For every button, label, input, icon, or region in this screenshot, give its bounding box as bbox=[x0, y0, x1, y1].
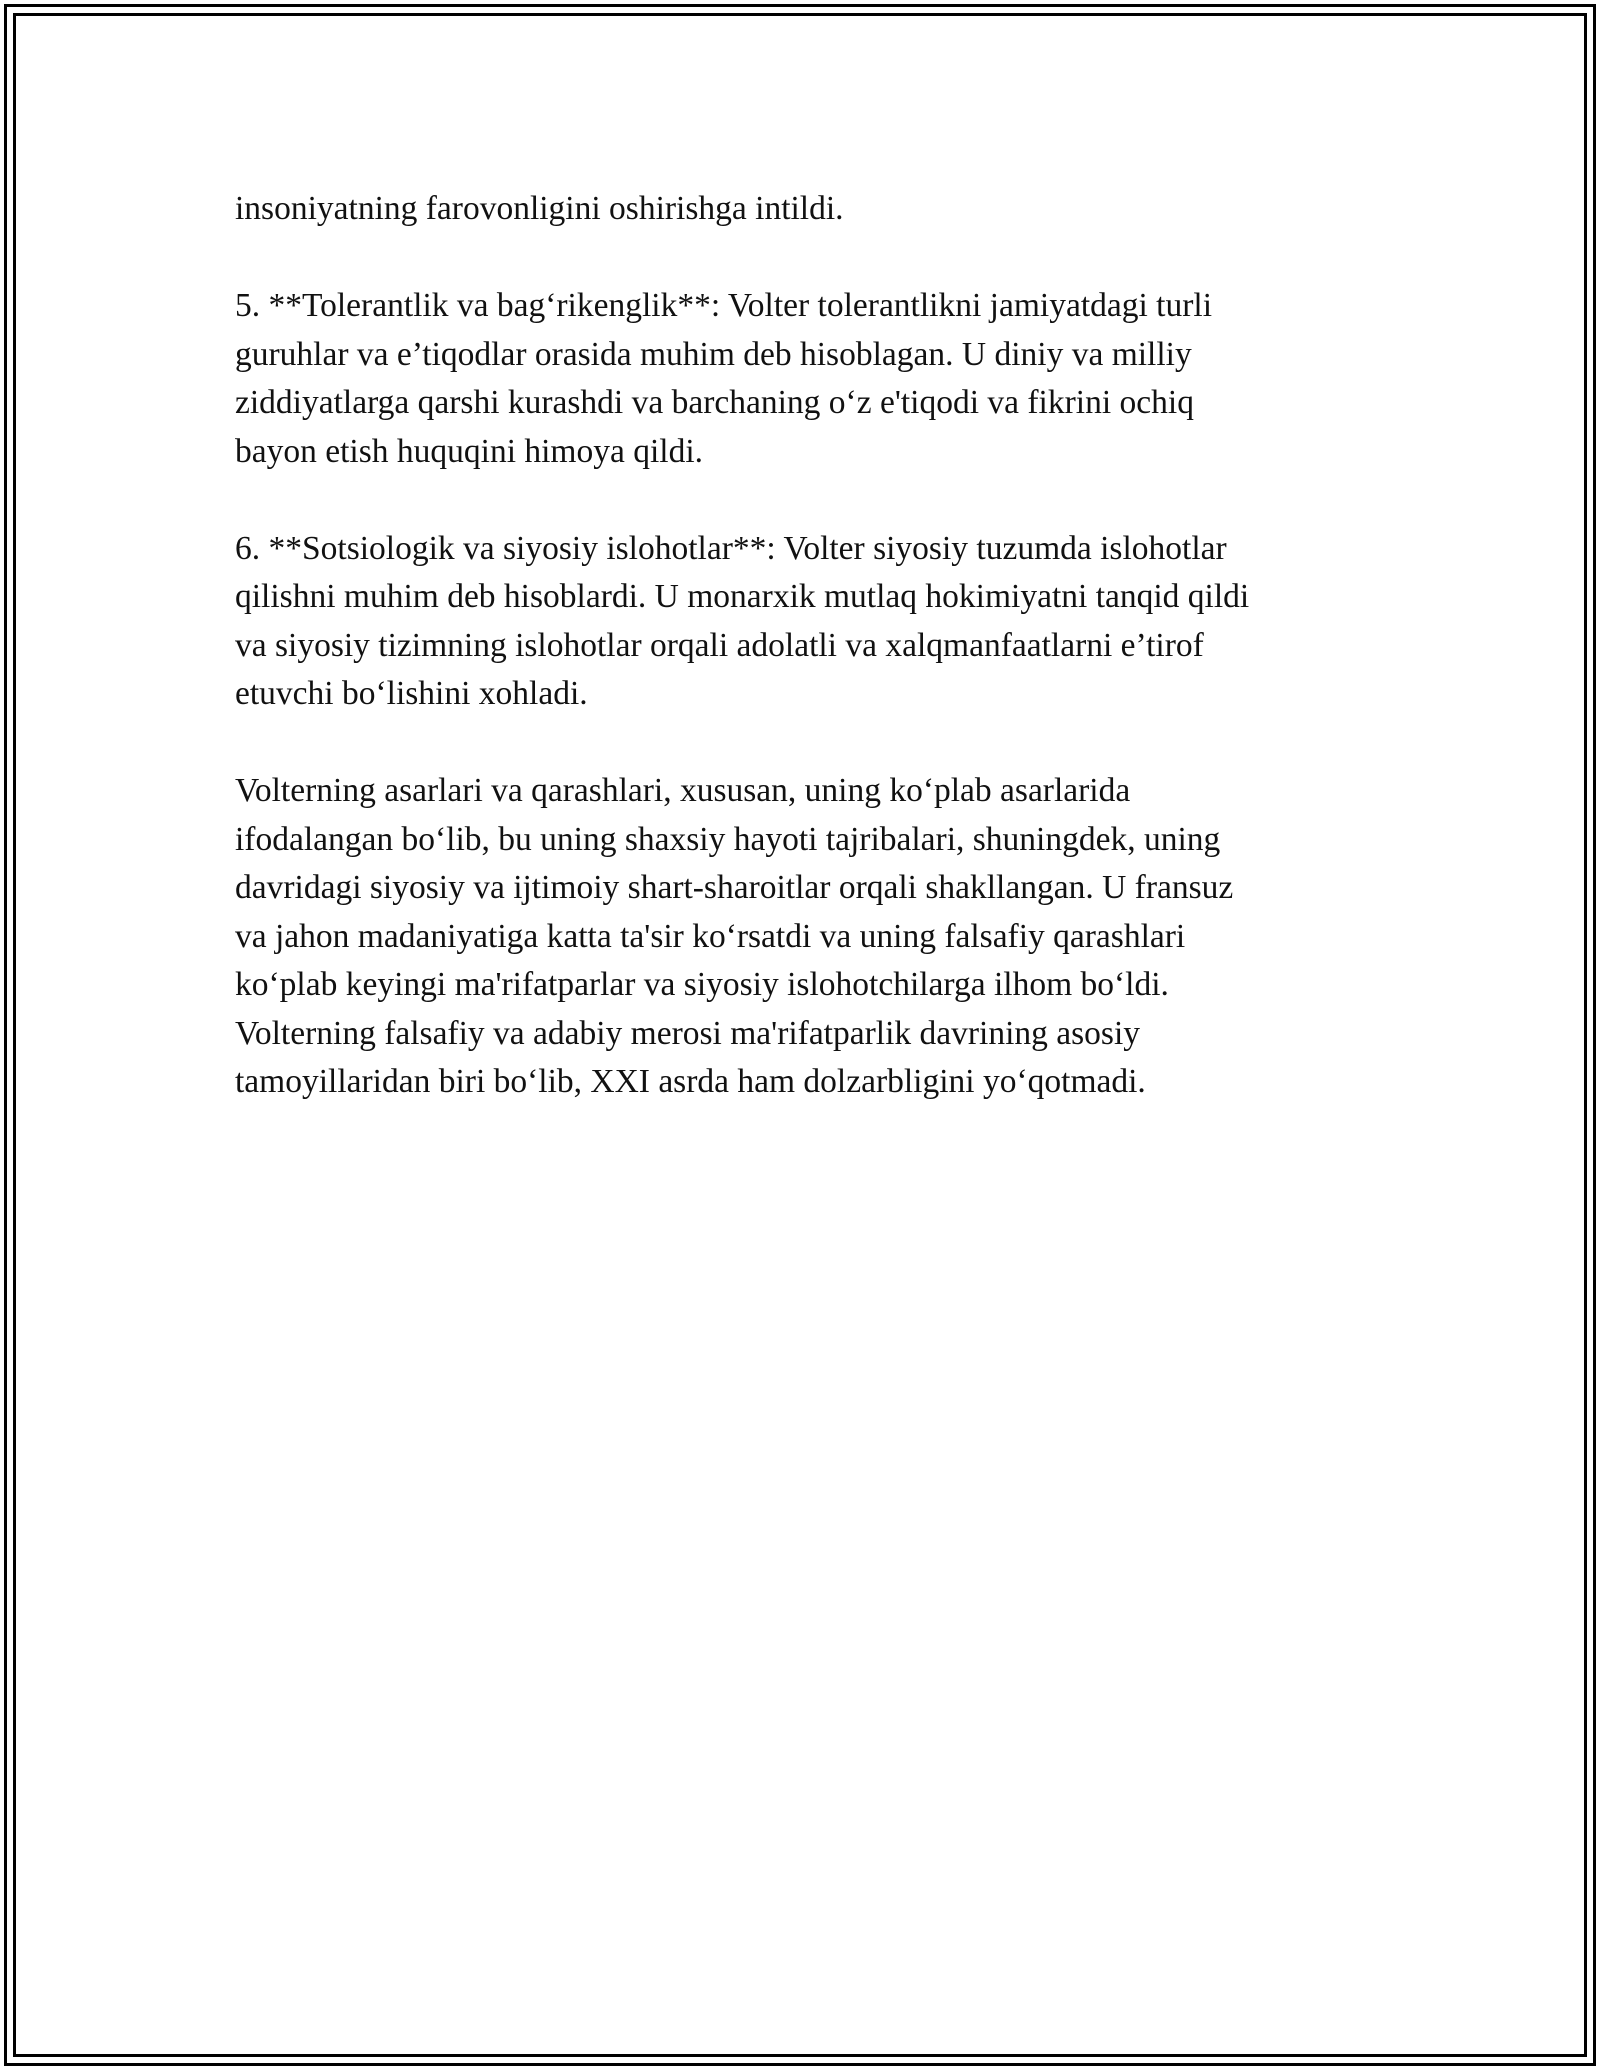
text-line: guruhlar va e’tiqodlar orasida muhim deb hisoblagan. U diniy va milliy bbox=[235, 335, 1192, 373]
text-line: va jahon madaniyatiga katta ta'sir ko‘rsatdi va uning falsafiy qarashlari bbox=[235, 917, 1186, 955]
text-line: tamoyillaridan biri bo‘lib, XXI asrda ham dolzarbligini yo‘qotmadi. bbox=[235, 1063, 1146, 1100]
text-line: va siyosiy tizimning islohotlar orqali adolatli va xalqmanfaatlarni e’tirof bbox=[235, 626, 1204, 664]
text-line: ziddiyatlarga qarshi kurashdi va barchaning o‘z e'tiqodi va fikrini ochiq bbox=[235, 384, 1194, 421]
text-line: 6. **Sotsiologik va siyosiy islohotlar**: Volter siyosiy tuzumda islohotlar bbox=[235, 529, 1227, 567]
paragraph-intro-continuation bbox=[235, 185, 1375, 234]
paragraph-tolerance bbox=[235, 282, 1375, 476]
paragraph-reforms bbox=[235, 525, 1375, 719]
text-line: 5. **Tolerantlik va bag‘rikenglik**: Volter tolerantlikni jamiyatdagi turli bbox=[235, 287, 1213, 324]
text-line: ko‘plab keyingi ma'rifatparlar va siyosiy islohotchilarga ilhom bo‘ldi. bbox=[235, 966, 1169, 1003]
document-body bbox=[235, 185, 1375, 1155]
text-line: davridagi siyosiy va ijtimoiy shart-sharoitlar orqali shakllangan. U fransuz bbox=[235, 869, 1234, 906]
text-line: etuvchi bo‘lishini xohladi. bbox=[235, 675, 588, 712]
text-line: ifodalangan bo‘lib, bu uning shaxsiy hayoti tajribalari, shuningdek, uning bbox=[235, 820, 1221, 858]
paragraph-conclusion bbox=[235, 767, 1375, 1107]
text-line: qilishni muhim deb hisoblardi. U monarxik mutlaq hokimiyatni tanqid qildi bbox=[235, 578, 1250, 615]
text-line: Volterning falsafiy va adabiy merosi ma'rifatparlik davrining asosiy bbox=[235, 1014, 1141, 1052]
text-line: bayon etish huquqini himoya qildi. bbox=[235, 432, 704, 470]
text-line: insoniyatning farovonligini oshirishga intildi. bbox=[235, 190, 844, 227]
text-line: Volterning asarlari va qarashlari, xususan, uning ko‘plab asarlarida bbox=[235, 772, 1131, 809]
